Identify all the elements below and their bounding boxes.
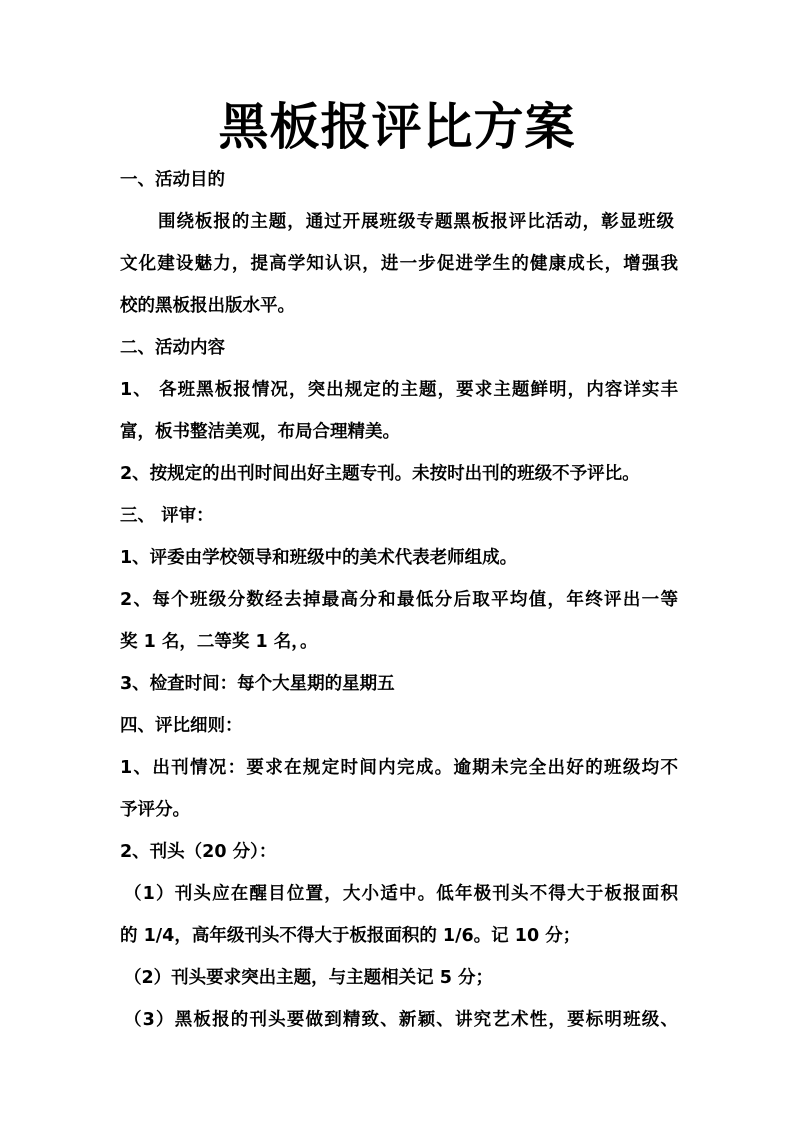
section-heading-content: 二、活动内容 [120, 338, 225, 358]
section-heading-rules: 四、评比细则： [120, 716, 243, 736]
paragraph-line: 奖 1 名，二等奖 1 名，。 [120, 632, 318, 652]
document-title: 黑板报评比方案 [218, 97, 576, 156]
paragraph-line: （1）刊头应在醒目位置，大小适中。低年极刊头不得大于板报面积 [124, 884, 678, 904]
paragraph-line: 文化建设魅力，提高学知认识，进一步促进学生的健康成长，增强我 [120, 254, 678, 274]
paragraph-line: 富，板书整洁美观，布局合理精美。 [120, 422, 400, 442]
paragraph-line: 1、 各班黑板报情况，突出规定的主题，要求主题鲜明，内容详实丰 [120, 380, 678, 400]
paragraph-line: 3、检查时间：每个大星期的星期五 [120, 674, 395, 694]
section-heading-purpose: 一、活动目的 [120, 170, 225, 190]
paragraph-line: （2）刊头要求突出主题，与主题相关记 5 分； [124, 968, 494, 988]
paragraph-line: 2、刊头（20 分）： [120, 842, 277, 862]
paragraph-line: 校的黑板报出版水平。 [120, 296, 295, 316]
paragraph-line: 的 1/4，高年级刊头不得大于板报面积的 1/6。记 10 分； [120, 926, 581, 946]
paragraph-line: 予评分。 [120, 800, 190, 820]
section-heading-review: 三、 评审： [120, 506, 214, 526]
paragraph-line: 围绕板报的主题，通过开展班级专题黑板报评比活动，彰显班级 [158, 212, 674, 232]
paragraph-line: 1、评委由学校领导和班级中的美术代表老师组成。 [120, 548, 518, 568]
paragraph-line: 2、每个班级分数经去掉最高分和最低分后取平均值，年终评出一等 [120, 590, 678, 610]
paragraph-line: （3）黑板报的刊头要做到精致、新颖、讲究艺术性，要标明班级、 [124, 1010, 678, 1030]
paragraph-line: 2、按规定的出刊时间出好主题专刊。未按时出刊的班级不予评比。 [120, 464, 640, 484]
paragraph-line: 1、出刊情况：要求在规定时间内完成。逾期未完全出好的班级均不 [120, 758, 678, 778]
